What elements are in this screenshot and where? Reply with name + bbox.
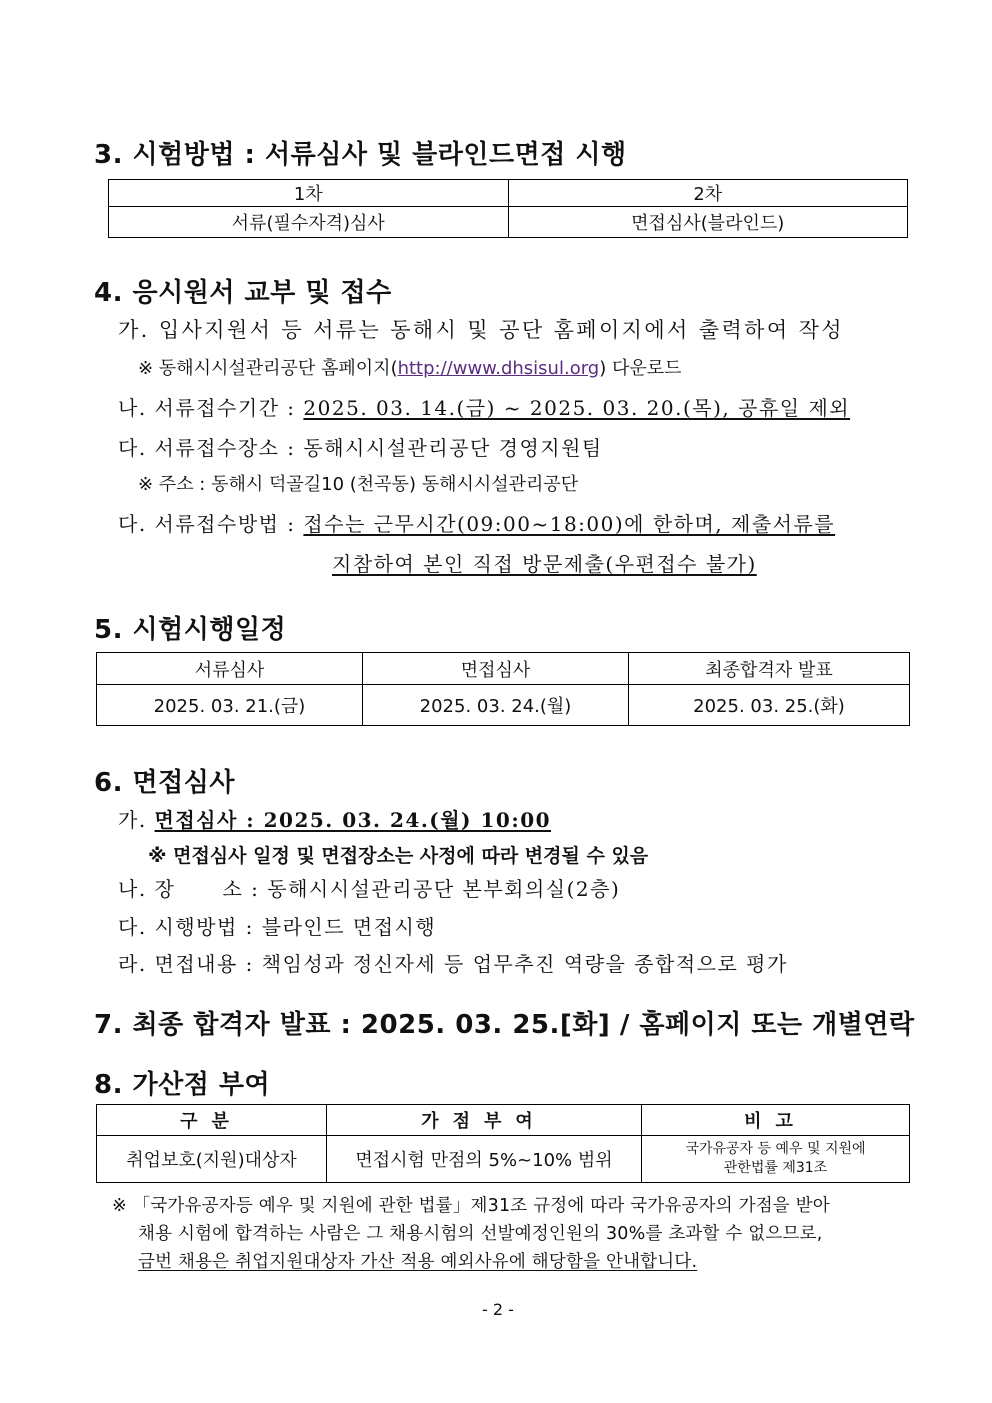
interview-note: ※ 면접심사 일정 및 면접장소는 사정에 따라 변경될 수 있음 <box>148 845 649 867</box>
homepage-link[interactable]: http://www.dhsisul.org <box>397 358 600 379</box>
table-header: 최종합격자 발표 <box>629 653 910 685</box>
application-method-line-2: 지참하여 본인 직접 방문제출(우편접수 불가) <box>332 552 757 576</box>
table-header: 면접심사 <box>363 653 629 685</box>
interview-content-line: 라. 면접내용 : 책임성과 정신자세 등 업무추진 역량을 종합적으로 평가 <box>118 952 788 976</box>
bonus-note-line-1: ※ 「국가유공자등 예우 및 지원에 관한 법률」제31조 규정에 따라 국가유공자의 가점을 받아 <box>112 1196 830 1216</box>
bonus-note-line-2: 채용 시험에 합격하는 사람은 그 채용시험의 선발예정인원의 30%를 초과할 수 없으므로, <box>138 1224 823 1244</box>
exam-schedule-table <box>96 652 910 726</box>
remark-cell: 국가유공자 등 예우 및 지원에 관한법률 제31조 <box>642 1136 910 1183</box>
table-cell: 2025. 03. 21.(금) <box>97 685 363 726</box>
table-cell: 서류(필수자격)심사 <box>109 207 509 238</box>
section-6-heading: 6. 면접심사 <box>94 768 235 798</box>
table-header: 구분 <box>97 1105 327 1136</box>
section-3-heading: 3. 시험방법 : 서류심사 및 블라인드면접 시행 <box>94 140 627 170</box>
homepage-note: ※ 동해시시설관리공단 홈페이지(http://www.dhsisul.org) 다운로드 <box>138 358 682 379</box>
exam-method-table <box>108 179 908 238</box>
interview-place-line: 나. 장 소 : 동해시시설관리공단 본부회의실(2층) <box>118 877 621 901</box>
bonus-points-table <box>96 1104 910 1183</box>
table-cell: 면접심사(블라인드) <box>508 207 908 238</box>
table-header: 가점부여 <box>327 1105 642 1136</box>
page-number: - 2 - <box>482 1300 514 1319</box>
application-distribution-line: 가. 입사지원서 등 서류는 동해시 및 공단 홈페이지에서 출력하여 작성 <box>118 318 844 342</box>
application-period-line: 나. 서류접수기간 : 2025. 03. 14.(금) ~ 2025. 03. 20.(목), 공휴일 제외 <box>118 396 851 420</box>
table-cell: 취업보호(지원)대상자 <box>97 1136 327 1183</box>
address-note: ※ 주소 : 동해시 덕골길10 (천곡동) 동해시시설관리공단 <box>138 474 579 495</box>
table-header: 1차 <box>109 180 509 207</box>
interview-method-line: 다. 시행방법 : 블라인드 면접시행 <box>118 915 437 939</box>
section-7-heading: 7. 최종 합격자 발표 : 2025. 03. 25.[화] / 홈페이지 또는 개별연락 <box>94 1010 915 1040</box>
table-header: 서류심사 <box>97 653 363 685</box>
table-cell: 면접시험 만점의 5%~10% 범위 <box>327 1136 642 1183</box>
section-8-heading: 8. 가산점 부여 <box>94 1070 271 1100</box>
table-cell: 2025. 03. 25.(화) <box>629 685 910 726</box>
table-cell: 2025. 03. 24.(월) <box>363 685 629 726</box>
application-place-line: 다. 서류접수장소 : 동해시시설관리공단 경영지원팀 <box>118 436 603 460</box>
bonus-note-line-3: 금번 채용은 취업지원대상자 가산 적용 예외사유에 해당함을 안내합니다. <box>138 1252 698 1272</box>
table-header: 비고 <box>642 1105 910 1136</box>
section-4-heading: 4. 응시원서 교부 및 접수 <box>94 278 392 308</box>
section-5-heading: 5. 시험시행일정 <box>94 615 287 645</box>
interview-date-line: 가. 면접심사 : 2025. 03. 24.(월) 10:00 <box>118 808 552 832</box>
table-header: 2차 <box>508 180 908 207</box>
application-method-line: 다. 서류접수방법 : 접수는 근무시간(09:00~18:00)에 한하며, 제출서류를 <box>118 512 836 536</box>
